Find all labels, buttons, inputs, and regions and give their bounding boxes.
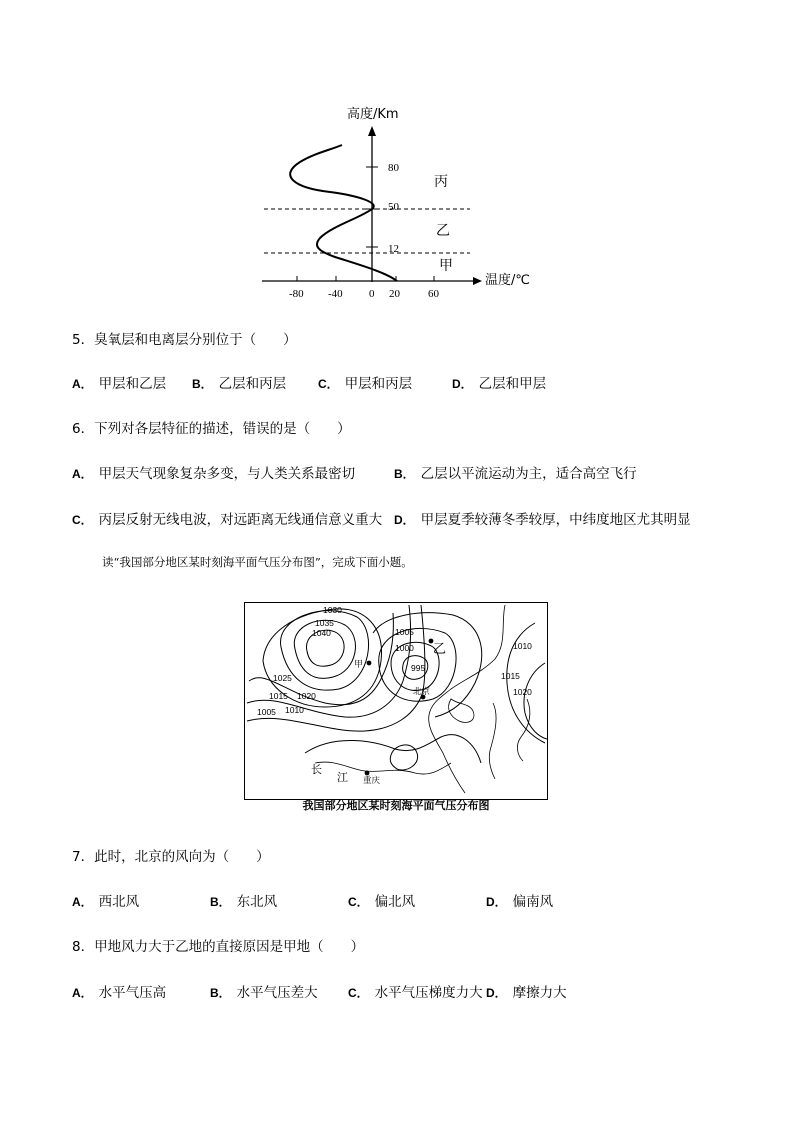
y-axis-arrow	[368, 126, 376, 136]
isobar-label: 1015	[269, 691, 288, 701]
place-chongqing-marker	[365, 771, 370, 776]
isobar-label: 1010	[285, 705, 304, 715]
pressure-map	[244, 602, 548, 800]
q6-option-b[interactable]: B． 乙层以平流运动为主，适合高空飞行	[394, 466, 637, 482]
x-axis-arrow	[473, 277, 482, 285]
q5-option-c[interactable]: C． 甲层和丙层	[318, 376, 413, 392]
place-chongqing-label: 重庆	[363, 776, 381, 786]
map-caption: 我国部分地区某时刻海平面气压分布图	[302, 799, 490, 812]
temperature-curve	[290, 145, 397, 281]
q8-option-c[interactable]: C． 水平气压梯度力大	[348, 985, 483, 1001]
q8-option-b[interactable]: B． 水平气压差大	[210, 985, 318, 1001]
question-7-stem: 7．此时，北京的风向为（ ）	[72, 849, 270, 865]
isobar-label: 1005	[257, 707, 276, 717]
isobar-label: 1020	[297, 691, 316, 701]
map-intro-text: 读“我国部分地区某时刻海平面气压分布图”，完成下面小题。	[102, 555, 413, 569]
q8-option-a[interactable]: A． 水平气压高	[72, 985, 167, 1001]
q7-option-d[interactable]: D． 偏南风	[486, 894, 554, 910]
isobar-label: 1020	[513, 687, 532, 697]
y-tick-label: 80	[388, 162, 399, 174]
q5-option-d[interactable]: D． 乙层和甲层	[452, 376, 547, 392]
place-beijing-label: 北京	[413, 687, 431, 697]
x-tick-label: -80	[289, 288, 304, 300]
coastline	[429, 605, 505, 793]
river	[315, 762, 451, 774]
q7-option-c[interactable]: C． 偏北风	[348, 894, 416, 910]
isobar-label: 1030	[323, 605, 342, 615]
atmosphere-layers-figure	[255, 100, 555, 305]
q6-option-d[interactable]: D． 甲层夏季较薄冬季较厚，中纬度地区尤其明显	[394, 512, 691, 528]
q5-option-b[interactable]: B． 乙层和丙层	[192, 376, 287, 392]
place-yi-label: 乙	[433, 642, 447, 657]
pressure-map-svg	[245, 603, 547, 799]
q7-option-b[interactable]: B． 东北风	[210, 894, 278, 910]
question-6-stem: 6．下列对各层特征的描述，错误的是（ ）	[72, 421, 351, 437]
isobar-label: 1040	[312, 628, 331, 638]
isobar-label: 1025	[273, 673, 292, 683]
x-axis-label: 温度/℃	[485, 273, 530, 288]
x-tick-label: 60	[428, 288, 439, 300]
place-chang-label: 长	[311, 763, 322, 776]
q5-option-a[interactable]: A． 甲层和乙层	[72, 376, 167, 392]
layer-label-jia: 甲	[439, 258, 453, 274]
layer-label-yi: 乙	[436, 223, 450, 239]
y-axis-label: 高度/Km	[347, 107, 399, 122]
isobar-label: 995	[411, 663, 426, 673]
isobar-label: 1015	[501, 671, 520, 681]
place-jia-marker	[367, 661, 372, 666]
q7-option-a[interactable]: A． 西北风	[72, 894, 140, 910]
question-5-stem: 5．臭氧层和电离层分别位于（ ）	[72, 332, 297, 348]
layer-label-bing: 丙	[434, 174, 448, 190]
q6-option-a[interactable]: A． 甲层天气现象复杂多变，与人类关系最密切	[72, 466, 356, 482]
place-jiang-label: 江	[337, 771, 348, 784]
place-jia-label: 甲	[354, 660, 364, 670]
x-tick-label: -40	[328, 288, 343, 300]
x-tick-label: 0	[369, 288, 375, 300]
y-tick-label: 50	[388, 201, 399, 213]
isobar-label: 1010	[513, 641, 532, 651]
coastline	[517, 699, 530, 761]
isobar-label: 1005	[395, 627, 414, 637]
isobar-label: 1035	[315, 618, 334, 628]
y-tick-label: 12	[388, 243, 399, 255]
isobar	[305, 735, 481, 763]
q6-option-c[interactable]: C． 丙层反射无线电波，对远距离无线通信意义重大	[72, 512, 383, 528]
question-8-stem: 8．甲地风力大于乙地的直接原因是甲地（ ）	[72, 939, 365, 955]
isobar-label: 1000	[395, 643, 414, 653]
q8-option-d[interactable]: D． 摩擦力大	[486, 985, 567, 1001]
x-tick-label: 20	[389, 288, 400, 300]
coastline	[489, 703, 496, 779]
